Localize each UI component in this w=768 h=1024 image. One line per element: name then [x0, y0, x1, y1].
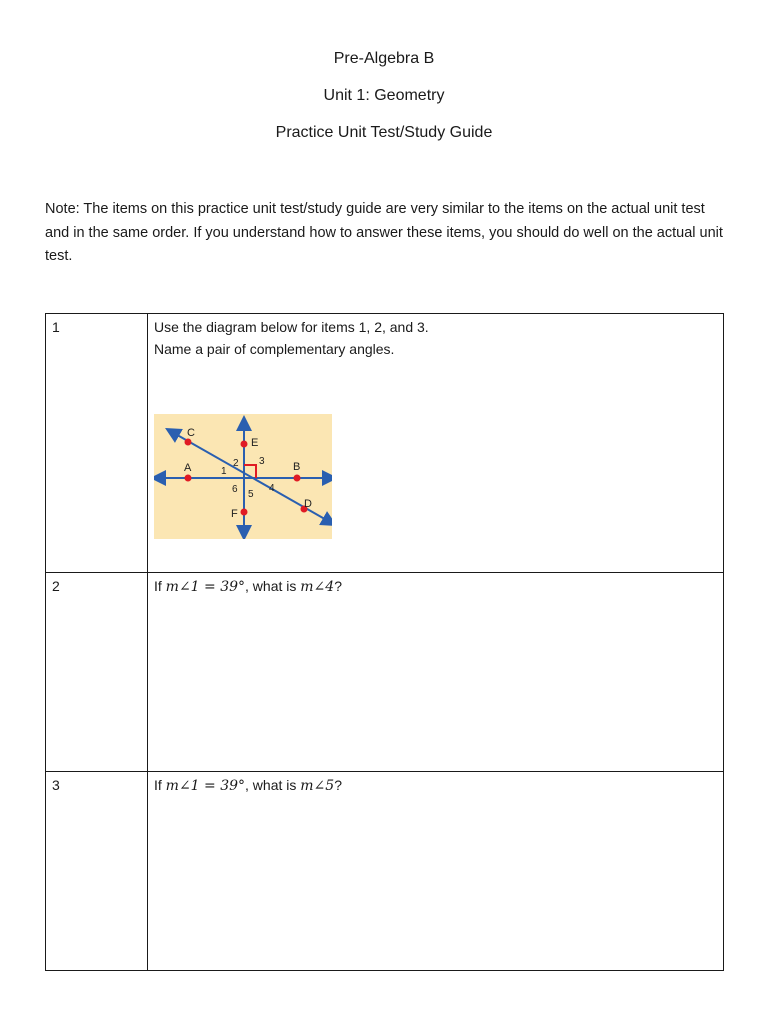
diagram-svg — [154, 414, 332, 539]
point-f — [241, 509, 248, 516]
angle-label-3: 3 — [259, 456, 265, 467]
unit-heading: Unit 1: Geometry — [323, 87, 445, 104]
point-e — [241, 441, 248, 448]
label-a: A — [184, 462, 192, 474]
item-text: If — [154, 777, 166, 793]
math-expression: m∠1 = 39° — [165, 579, 246, 595]
document-subtitle: Practice Unit Test/Study Guide — [275, 124, 493, 141]
item-number: 1 — [46, 314, 148, 573]
point-b — [294, 475, 301, 482]
table-row — [46, 772, 724, 971]
note-paragraph: Note: The items on this practice unit test/study guide are very similar to the items on the actual unit test and in the same order. If you understand how to answer these items, you should do well on the actual unit test. — [45, 201, 723, 264]
item-number: 2 — [46, 573, 148, 772]
item-text: If — [154, 578, 166, 594]
math-expression: m∠1 = 39° — [165, 778, 246, 794]
math-expression: m∠5 — [300, 778, 335, 794]
table-row — [46, 573, 724, 772]
geometry-diagram — [154, 414, 717, 539]
angle-label-4: 4 — [269, 483, 275, 494]
label-f: F — [231, 508, 238, 520]
item-content — [148, 573, 724, 772]
table-row — [46, 314, 724, 573]
item-number: 3 — [46, 772, 148, 971]
item-text: , what is — [245, 578, 301, 594]
angle-label-6: 6 — [232, 484, 238, 495]
item-text: , what is — [245, 777, 301, 793]
item-content — [148, 772, 724, 971]
item-instruction: Use the diagram below for items 1, 2, and 3. — [154, 319, 429, 335]
angle-label-2: 2 — [233, 458, 239, 469]
point-c — [185, 439, 192, 446]
items-table — [45, 313, 724, 971]
label-e: E — [251, 437, 259, 449]
math-expression: m∠4 — [300, 579, 335, 595]
label-b: B — [293, 461, 301, 473]
document-title: Pre-Algebra B — [333, 50, 435, 67]
label-c: C — [187, 427, 195, 439]
angle-label-1: 1 — [221, 466, 227, 477]
item-content — [148, 314, 724, 573]
label-d: D — [304, 498, 312, 510]
item-text: ? — [334, 578, 342, 594]
item-question: Name a pair of complementary angles. — [154, 341, 395, 357]
item-text: ? — [334, 777, 342, 793]
angle-label-5: 5 — [248, 489, 254, 500]
point-a — [185, 475, 192, 482]
